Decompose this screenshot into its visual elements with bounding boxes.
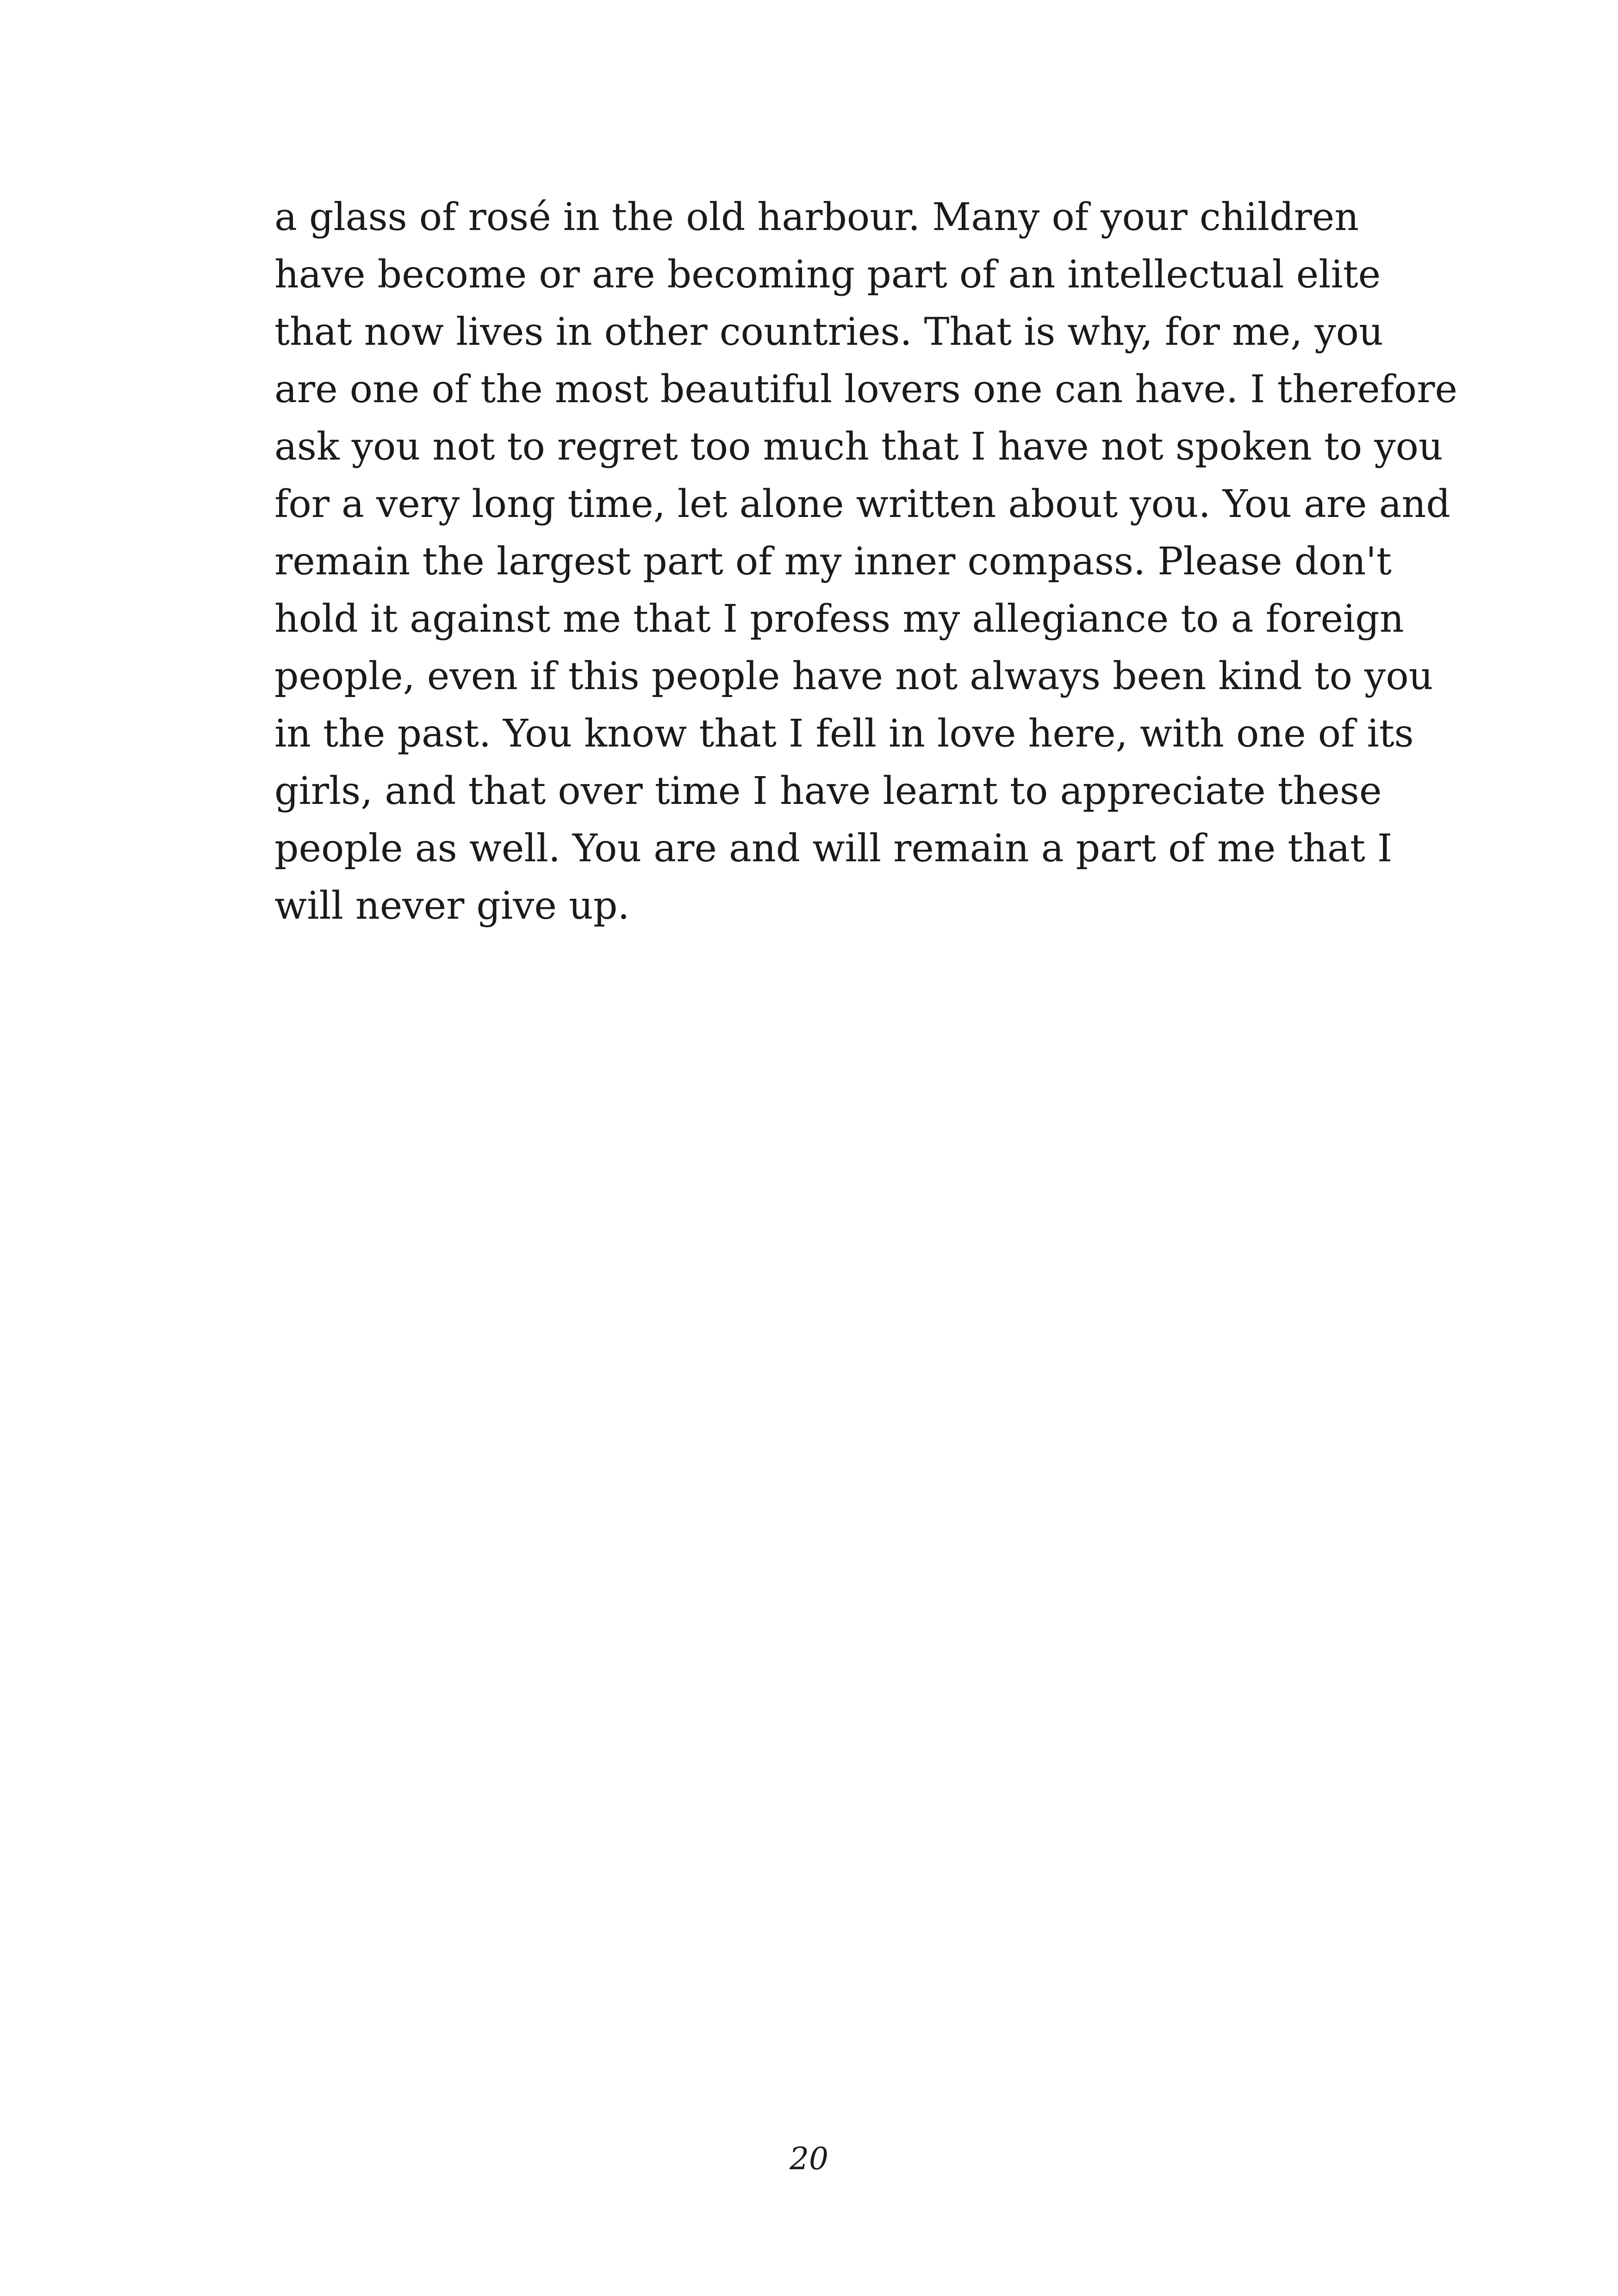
paragraph-line: ask you not to regret too much that I have not spoken to you [274, 425, 1443, 469]
paragraph-line-last: will never give up. [274, 884, 630, 928]
paragraph-line: a glass of rosé in the old harbour. Many of your children [274, 195, 1359, 239]
paragraph-line: people as well. You are and will remain a part of me that I [274, 827, 1393, 871]
paragraph-line: remain the largest part of my inner compass. Please don't [274, 540, 1392, 584]
paragraph-line: have become or are becoming part of an intellectual elite [274, 253, 1381, 297]
paragraph-line: are one of the most beautiful lovers one can have. I therefore [274, 367, 1458, 411]
paragraph-line: girls, and that over time I have learnt to appreciate these [274, 769, 1382, 813]
paragraph-line: hold it against me that I profess my allegiance to a foreign [274, 597, 1404, 641]
paragraph-line: in the past. You know that I fell in love here, with one of its [274, 712, 1414, 756]
page-number: 20 [790, 2141, 828, 2177]
body-paragraph [274, 189, 1458, 935]
paragraph-line: that now lives in other countries. That is why, for me, you [274, 310, 1383, 354]
paragraph-line: people, even if this people have not always been kind to you [274, 654, 1433, 698]
paragraph-line: for a very long time, let alone written about you. You are and [274, 482, 1450, 526]
